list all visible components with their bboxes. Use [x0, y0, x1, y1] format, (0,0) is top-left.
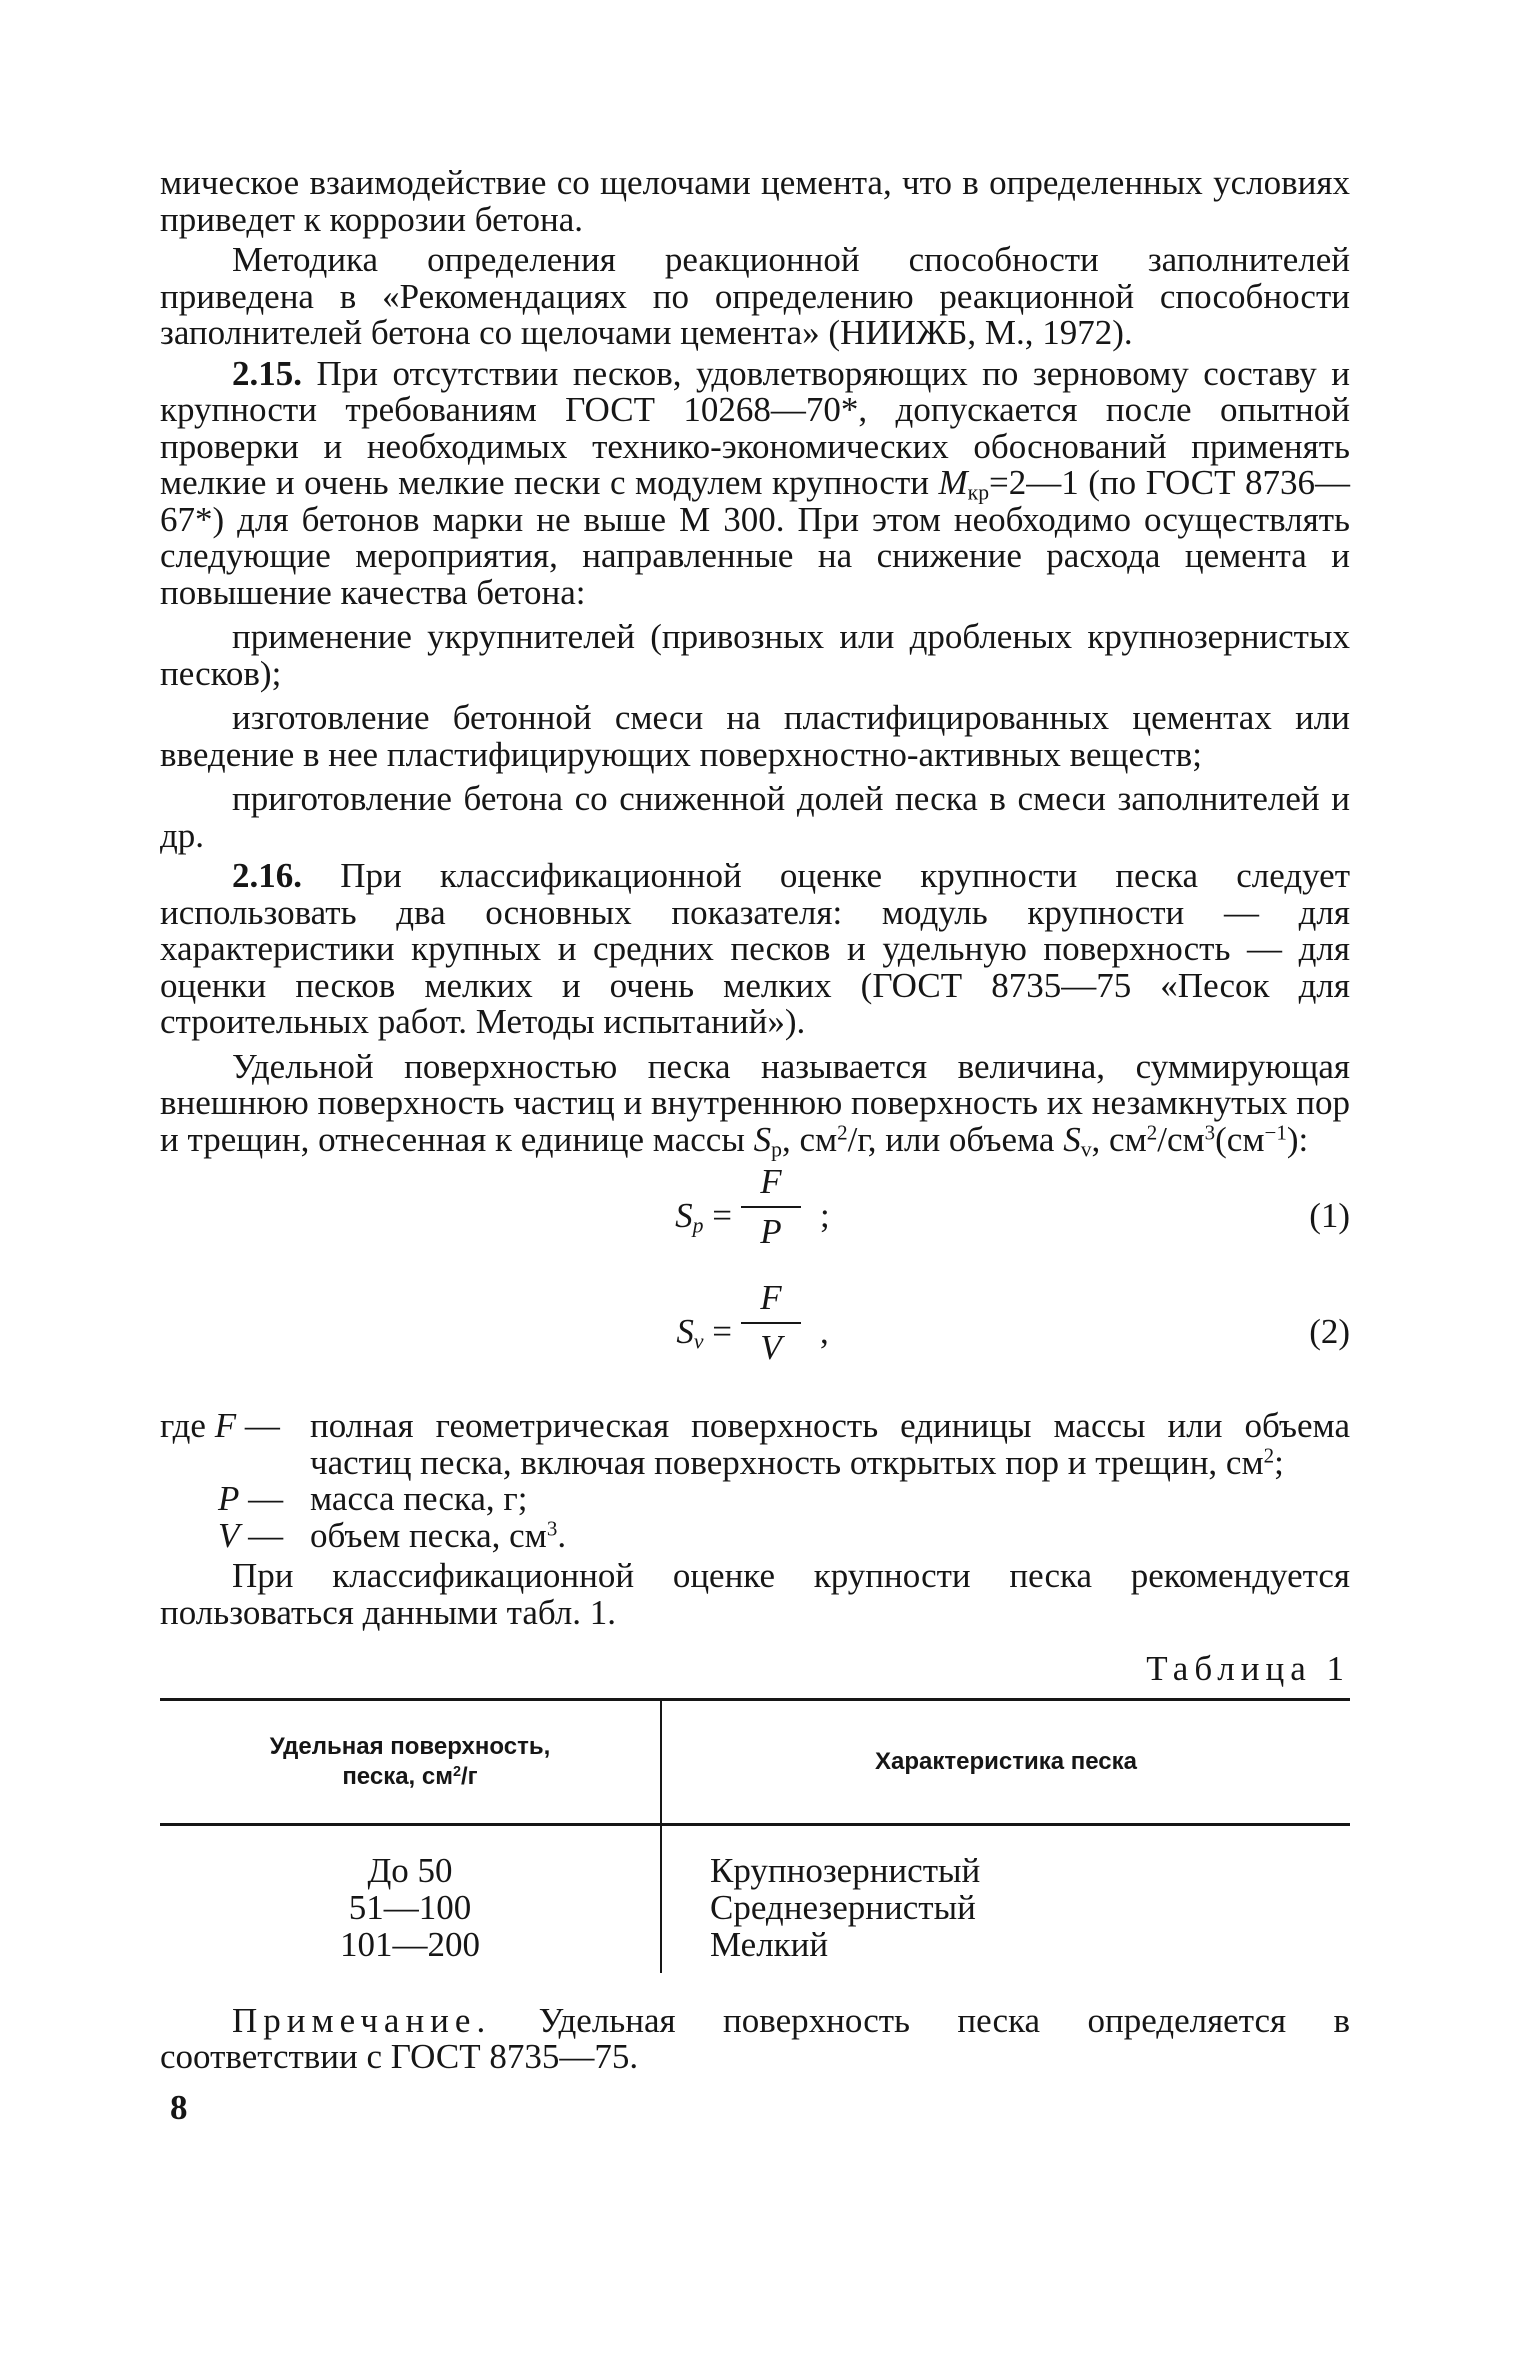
- equals-sign: =: [703, 1312, 732, 1351]
- note-text: Удельная поверхность песка определяется в соответствии с ГОСТ 8735—75.: [160, 2000, 1350, 2076]
- sp-symbol: S: [753, 1119, 772, 1159]
- fraction-bar: [741, 1206, 801, 1208]
- surface-value: 101—200: [340, 1924, 480, 1964]
- variable-symbol: V: [218, 1515, 240, 1555]
- table-caption: Таблица 1: [1146, 1649, 1350, 1688]
- variable-description: объем песка, см: [310, 1515, 547, 1555]
- variable-description: полная геометрическая поверхность единицы массы или объема частиц песка, включая поверхность открытых пор и трещин, см: [310, 1406, 1350, 1482]
- note-label: Примечание.: [232, 2000, 492, 2040]
- equals-sign: =: [703, 1196, 732, 1235]
- modulus-subscript: кр: [967, 480, 990, 505]
- characteristic-value: Крупнозернистый: [710, 1850, 981, 1890]
- sv-subscript: v: [1080, 1136, 1092, 1161]
- table-row: [160, 1824, 1350, 1973]
- superscript: 2: [1263, 1442, 1275, 1467]
- fraction-denominator: P: [760, 1212, 782, 1251]
- superscript: −1: [1264, 1119, 1287, 1144]
- fraction-bar: [741, 1322, 801, 1324]
- equation-number: (1): [1309, 1196, 1350, 1235]
- unit-text: (см: [1215, 1119, 1265, 1159]
- surface-value: 51—100: [348, 1887, 472, 1927]
- section-2-16: [160, 858, 1350, 1041]
- formula-subscript: v: [693, 1329, 704, 1354]
- variable-dash: —: [236, 1406, 280, 1445]
- superscript: 2: [837, 1119, 848, 1144]
- definition-text-cont: /г, или объема: [847, 1119, 1064, 1159]
- formula-punctuation: ;: [820, 1196, 830, 1235]
- table-header-row: [160, 1699, 1350, 1824]
- formula-1: [160, 1162, 1350, 1274]
- unit-text: /см: [1157, 1119, 1205, 1159]
- superscript: 3: [546, 1515, 558, 1540]
- section-text: При классификационной оценке крупности песка следует использовать два основных показателя: модуль крупности — для характеристики крупных и средних песков и удельную поверхность — для оценки песков мелких и очень мелких (ГОСТ 8735—75 «Песок для строительных работ. Методы испытаний»).: [160, 856, 1350, 1041]
- formula-symbol: S: [675, 1196, 693, 1235]
- variable-end: .: [557, 1515, 567, 1555]
- sp-subscript: p: [771, 1136, 782, 1161]
- sand-classification-table: [160, 1698, 1350, 1973]
- section-number: 2.15.: [232, 353, 302, 393]
- header-line: песка, см: [342, 1762, 453, 1790]
- variable-end: ;: [1274, 1442, 1284, 1482]
- fraction-numerator: F: [760, 1278, 782, 1317]
- definition-paragraph: [160, 1046, 1350, 1161]
- surface-value: До 50: [367, 1850, 453, 1890]
- fraction-numerator: F: [760, 1162, 782, 1201]
- variable-description: масса песка, г;: [310, 1479, 528, 1518]
- section-number: 2.16.: [232, 856, 302, 895]
- measure-item: изготовление бетонной смеси на пластифицированных цементах или введение в нее пластифицирующих поверхностно-активных веществ;: [160, 698, 1350, 774]
- unit-text: ):: [1286, 1119, 1309, 1159]
- table-note: [160, 2000, 1350, 2076]
- modulus-symbol: M: [938, 463, 968, 502]
- equation-number: (2): [1309, 1312, 1350, 1351]
- formula-punctuation: ,: [820, 1312, 829, 1351]
- characteristic-values: [661, 1824, 1350, 1973]
- formula-2: [160, 1278, 1350, 1390]
- variable-definition: [218, 1515, 1350, 1555]
- measure-item: применение укрупнителей (привозных или дробленых крупнозернистых песков);: [160, 617, 1350, 693]
- fraction-denominator: V: [760, 1328, 782, 1367]
- section-2-15: [160, 353, 1350, 612]
- unit-text: , см: [781, 1119, 838, 1159]
- method-paragraph: Методика определения реакционной способности заполнителей приведена в «Рекомендациях по определению реакционной способности заполнителей бетона со щелочами цемента» (НИИЖБ, М., 1972).: [160, 240, 1350, 352]
- text-column: [160, 165, 1350, 2076]
- header-line: Удельная поверхность,: [269, 1732, 551, 1760]
- formula-fraction: [735, 1278, 807, 1368]
- formula-fraction: [735, 1162, 807, 1252]
- where-word: где: [160, 1406, 215, 1445]
- variable-definition: [160, 1408, 1350, 1481]
- characteristic-value: Мелкий: [710, 1924, 829, 1964]
- surface-values: [160, 1824, 661, 1973]
- formula-symbol: S: [676, 1312, 694, 1351]
- variable-lead: [160, 1408, 280, 1445]
- superscript: 2: [1146, 1119, 1158, 1144]
- variable-dash: —: [239, 1479, 284, 1518]
- formula-lhs: [676, 1312, 732, 1354]
- header-characteristic: Характеристика песка: [661, 1699, 1350, 1824]
- sv-symbol: S: [1063, 1119, 1081, 1159]
- variable-definitions: [160, 1408, 1350, 1554]
- variable-symbol: P: [218, 1479, 240, 1518]
- variable-lead: [218, 1515, 284, 1555]
- characteristic-value: Среднезернистый: [710, 1887, 976, 1927]
- header-unit: /г: [461, 1762, 478, 1790]
- header-surface: [160, 1699, 661, 1824]
- variable-symbol: F: [214, 1406, 237, 1445]
- section-text-cont: =2—1 (по ГОСТ 8736—67*) для бетонов марки не выше М 300. При этом необходимо осуществлять следующие мероприятия, направленные на снижение расхода цемента и повышение качества бетона:: [160, 463, 1350, 612]
- measure-item: приготовление бетона со сниженной долей песка в смеси заполнителей и др.: [160, 779, 1350, 855]
- table-intro-paragraph: При классификационной оценке крупности песка рекомендуется пользоваться данными табл. 1.: [160, 1556, 1350, 1632]
- page-number: 8: [170, 2088, 188, 2127]
- superscript: 3: [1204, 1119, 1216, 1144]
- superscript: 2: [452, 1763, 461, 1780]
- section-text: При отсутствии песков, удовлетворяющих по зерновому составу и крупности требованиям ГОСТ 10268—70*, допускается после опытной проверки и необходимых технико-экономических обоснований применять мелкие и очень мелкие пески с модулем крупности: [160, 353, 1350, 502]
- unit-text: , см: [1091, 1119, 1147, 1159]
- variable-lead: [218, 1481, 283, 1518]
- variable-definition: [218, 1481, 1350, 1518]
- formula-lhs: [675, 1196, 732, 1238]
- definition-text: Удельной поверхностью песка называется величина, суммирующая внешнюю поверхность частиц и внутреннюю поверхность их незамкнутых пор и трещин, отнесенная к единице массы: [160, 1046, 1350, 1159]
- continuation-paragraph: мическое взаимодействие со щелочами цемента, что в определенных условиях приведет к коррозии бетона.: [160, 163, 1350, 239]
- formula-subscript: p: [692, 1213, 704, 1238]
- variable-dash: —: [239, 1515, 284, 1555]
